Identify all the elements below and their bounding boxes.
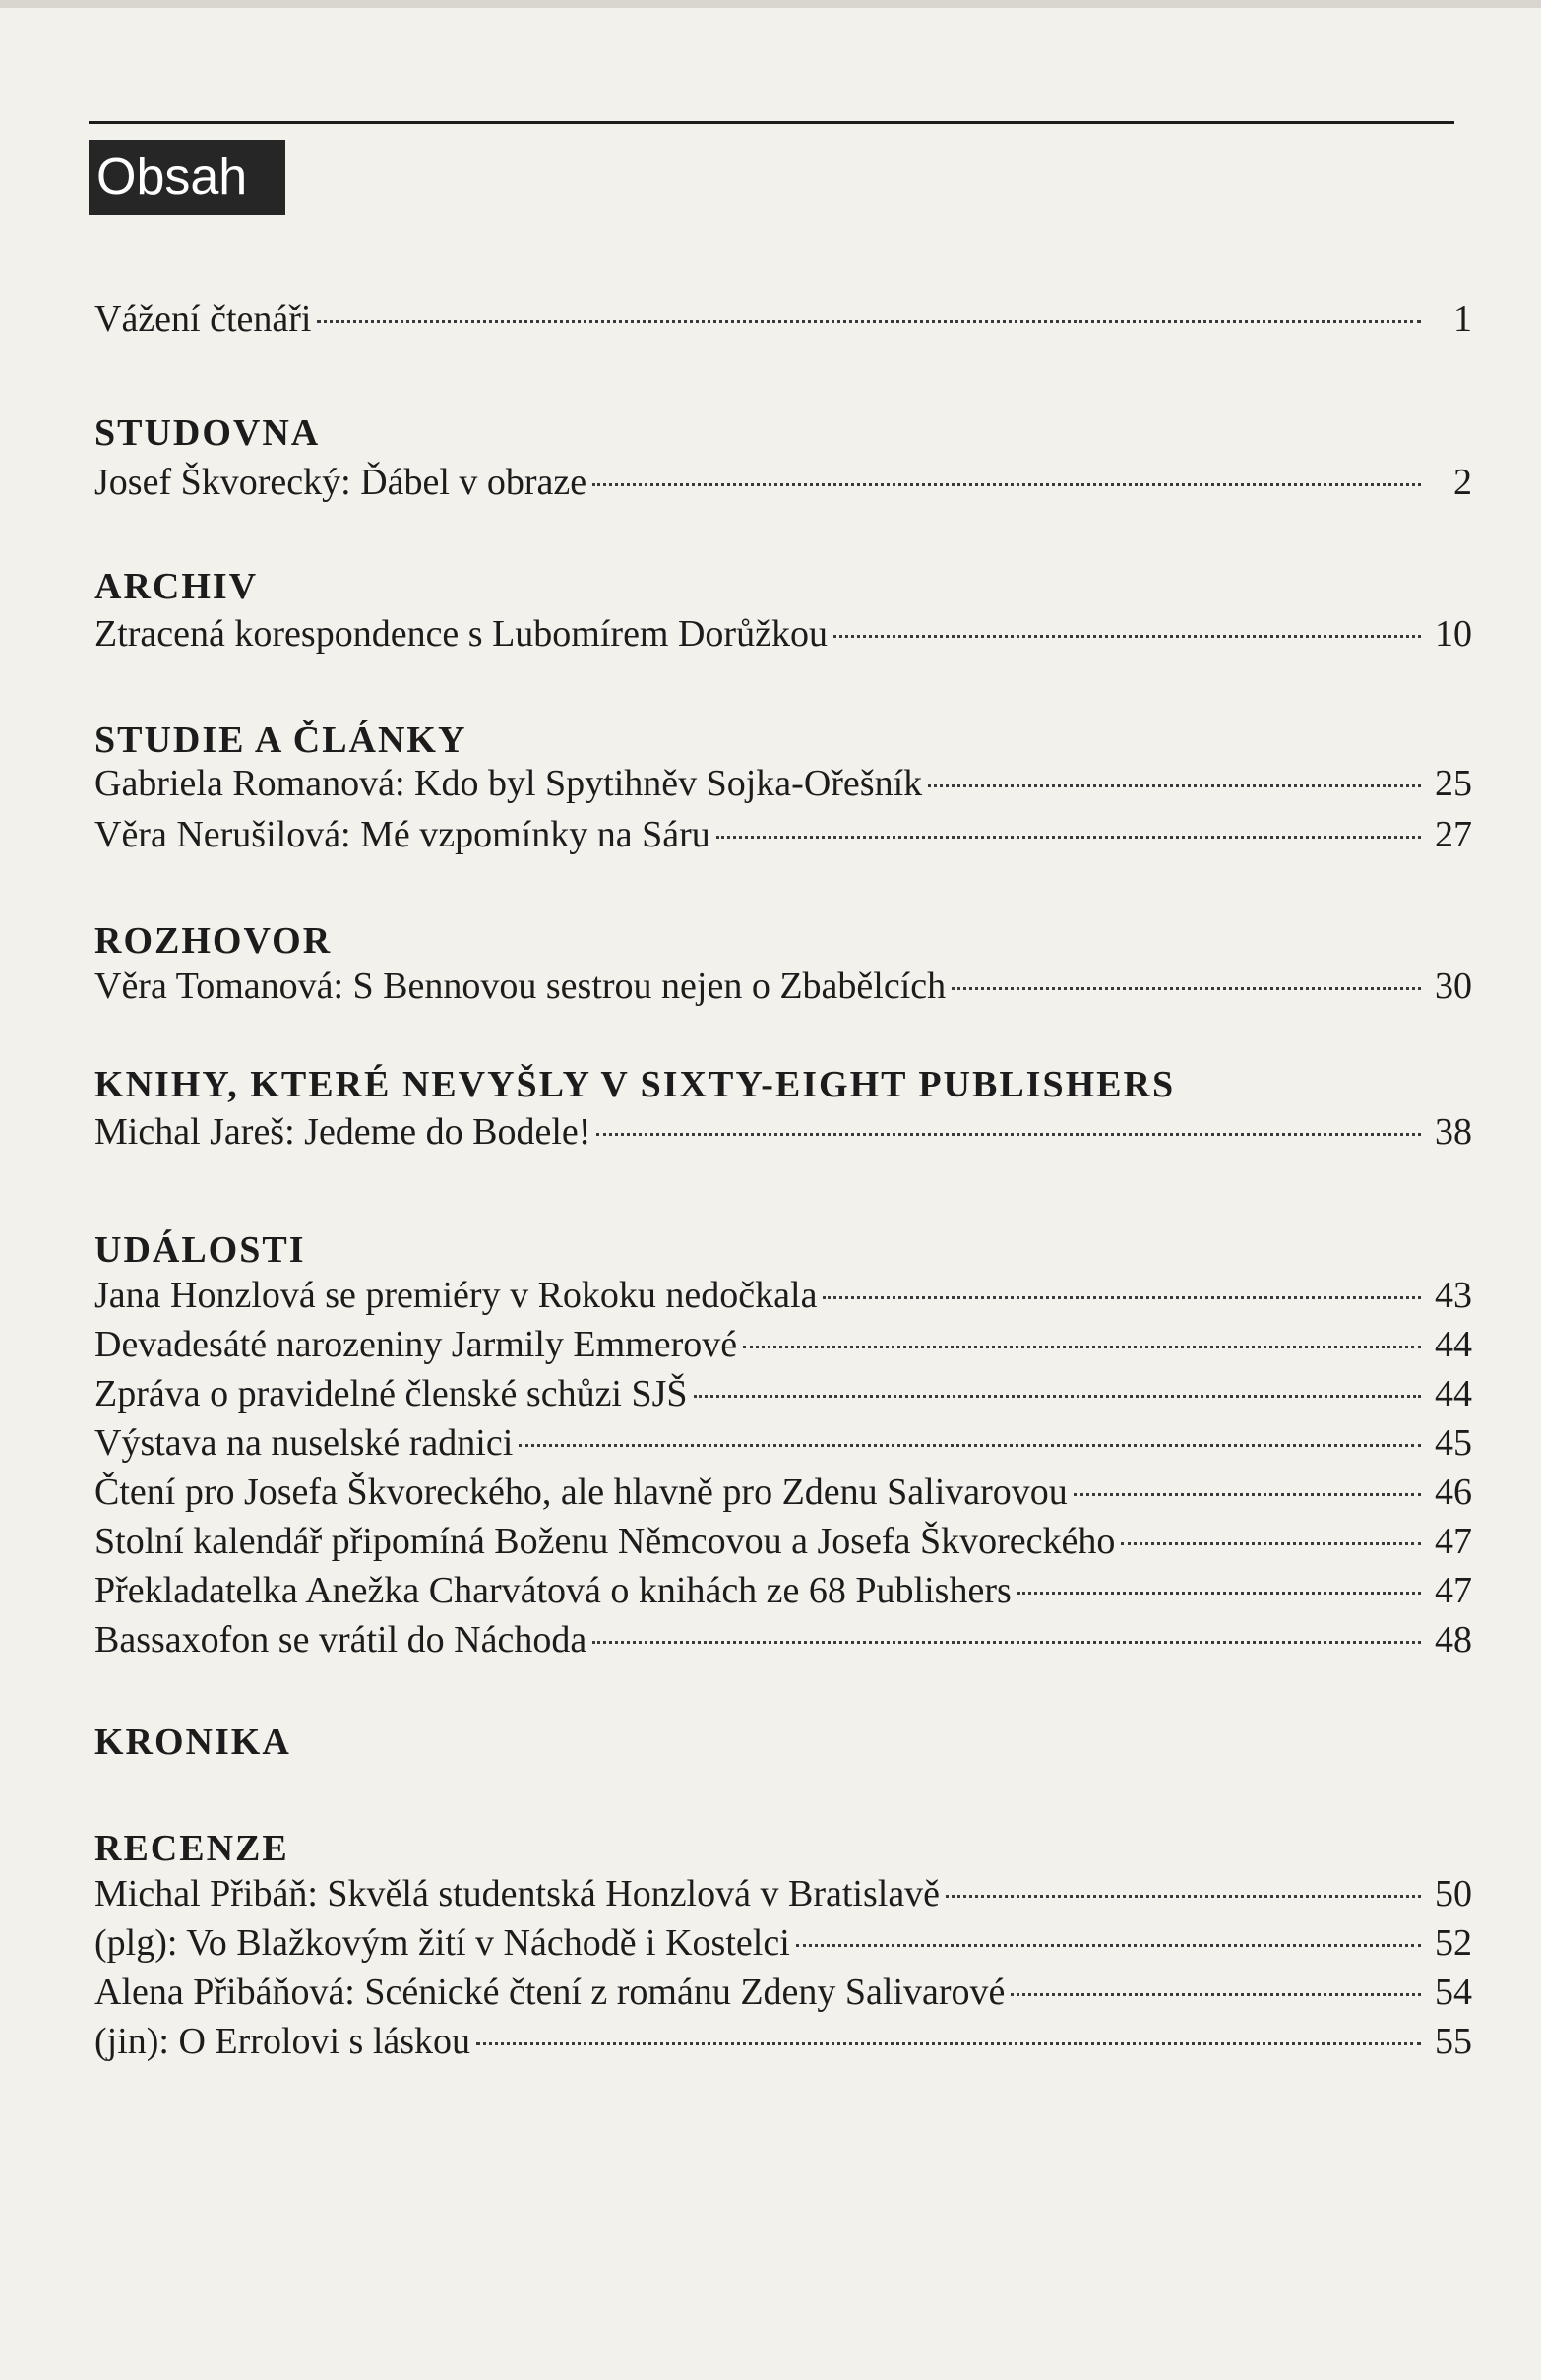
page-number: 30 [1435, 966, 1472, 1007]
entry-title: Věra Tomanová: S Bennovou sestrou nejen o Zbabělcích [94, 966, 947, 1007]
page-number: 38 [1435, 1111, 1472, 1153]
toc-entry[interactable] [94, 1872, 1472, 1921]
dot-leader [1121, 1542, 1421, 1545]
page-number: 27 [1435, 814, 1472, 855]
section-heading: STUDOVNA [94, 412, 321, 454]
dot-leader [592, 483, 1421, 486]
entry-title: Bassaxofon se vrátil do Náchoda [94, 1619, 587, 1660]
entry-title: Zpráva o pravidelné členské schůzi SJŠ [94, 1373, 688, 1414]
page-number: 54 [1435, 1972, 1472, 2013]
toc-entry[interactable] [94, 461, 1472, 510]
section-heading: KNIHY, KTERÉ NEVYŠLY V SIXTY-EIGHT PUBLISHERS [94, 1064, 1176, 1105]
toc-entry[interactable] [94, 762, 1472, 811]
dot-leader [1017, 1592, 1421, 1595]
toc-entry[interactable] [94, 2020, 1472, 2069]
contents-heading: Obsah [89, 140, 285, 215]
entry-title: Stolní kalendář připomíná Boženu Němcovou a Josefa Škvoreckého [94, 1521, 1116, 1562]
dot-leader [519, 1444, 1421, 1447]
page-number: 43 [1435, 1275, 1472, 1316]
dot-leader [823, 1296, 1421, 1299]
toc-entry[interactable] [94, 965, 1472, 1014]
page-number: 25 [1435, 763, 1472, 804]
dot-leader [694, 1395, 1421, 1398]
toc-entry[interactable] [94, 1520, 1472, 1569]
dot-leader [1074, 1493, 1421, 1496]
page-number: 44 [1435, 1373, 1472, 1414]
entry-title: (jin): O Errolovi s láskou [94, 2021, 471, 2062]
toc-entry[interactable] [94, 813, 1472, 862]
dot-leader [476, 2042, 1421, 2045]
page-number: 10 [1435, 613, 1472, 655]
section-heading: UDÁLOSTI [94, 1229, 306, 1271]
header-rule [89, 121, 1454, 124]
dot-leader [796, 1944, 1421, 1947]
dot-leader [743, 1346, 1421, 1348]
toc-entry[interactable] [94, 1323, 1472, 1372]
toc-entry[interactable] [94, 297, 1472, 346]
page-number: 48 [1435, 1619, 1472, 1660]
toc-entry[interactable] [94, 1569, 1472, 1618]
dot-leader [1011, 1993, 1421, 1996]
page-number: 1 [1453, 298, 1472, 340]
page-number: 52 [1435, 1922, 1472, 1964]
entry-title: Michal Přibáň: Skvělá studentská Honzlová v Bratislavě [94, 1873, 941, 1914]
dot-leader [716, 836, 1421, 839]
toc-entry[interactable] [94, 1618, 1472, 1667]
page-top-edge [0, 0, 1541, 8]
page-number: 50 [1435, 1873, 1472, 1914]
section-heading: STUDIE A ČLÁNKY [94, 720, 467, 761]
entry-title: Josef Škvorecký: Ďábel v obraze [94, 462, 587, 503]
dot-leader [952, 987, 1421, 990]
toc-entry[interactable] [94, 612, 1472, 661]
entry-title: Překladatelka Anežka Charvátová o knihách ze 68 Publishers [94, 1570, 1012, 1611]
entry-title: Devadesáté narozeniny Jarmily Emmerové [94, 1324, 738, 1365]
entry-title: Čtení pro Josefa Škvoreckého, ale hlavně pro Zdenu Salivarovou [94, 1472, 1068, 1513]
page-number: 2 [1453, 462, 1472, 503]
entry-title: Ztracená korespondence s Lubomírem Dorůžkou [94, 613, 828, 655]
dot-leader [592, 1641, 1421, 1644]
toc-entry[interactable] [94, 1372, 1472, 1421]
section-heading: ARCHIV [94, 566, 259, 607]
page-number: 47 [1435, 1521, 1472, 1562]
toc-entry[interactable] [94, 1921, 1472, 1971]
dot-leader [833, 635, 1421, 638]
dot-leader [317, 320, 1421, 323]
entry-title: Výstava na nuselské radnici [94, 1422, 514, 1464]
section-heading: KRONIKA [94, 1722, 291, 1763]
toc-entry[interactable] [94, 1421, 1472, 1471]
entry-title: Michal Jareš: Jedeme do Bodele! [94, 1111, 591, 1153]
entry-title: Alena Přibáňová: Scénické čtení z románu Zdeny Salivarové [94, 1972, 1006, 2013]
entry-title: (plg): Vo Blažkovým žití v Náchodě i Kostelci [94, 1922, 790, 1964]
page-number: 45 [1435, 1422, 1472, 1464]
section-heading: ROZHOVOR [94, 920, 333, 962]
toc-entry[interactable] [94, 1274, 1472, 1323]
entry-title: Gabriela Romanová: Kdo byl Spytihněv Sojka-Ořešník [94, 763, 923, 804]
page-number: 46 [1435, 1472, 1472, 1513]
entry-title: Věra Nerušilová: Mé vzpomínky na Sáru [94, 814, 710, 855]
dot-leader [928, 784, 1421, 787]
entry-title: Vážení čtenáři [94, 298, 312, 340]
toc-entry[interactable] [94, 1110, 1472, 1159]
entry-title: Jana Honzlová se premiéry v Rokoku nedočkala [94, 1275, 818, 1316]
page-number: 44 [1435, 1324, 1472, 1365]
dot-leader [946, 1895, 1421, 1898]
page-number: 47 [1435, 1570, 1472, 1611]
toc-entry[interactable] [94, 1971, 1472, 2020]
dot-leader [596, 1133, 1421, 1136]
section-heading: RECENZE [94, 1828, 289, 1869]
toc-entry[interactable] [94, 1471, 1472, 1520]
page-number: 55 [1435, 2021, 1472, 2062]
